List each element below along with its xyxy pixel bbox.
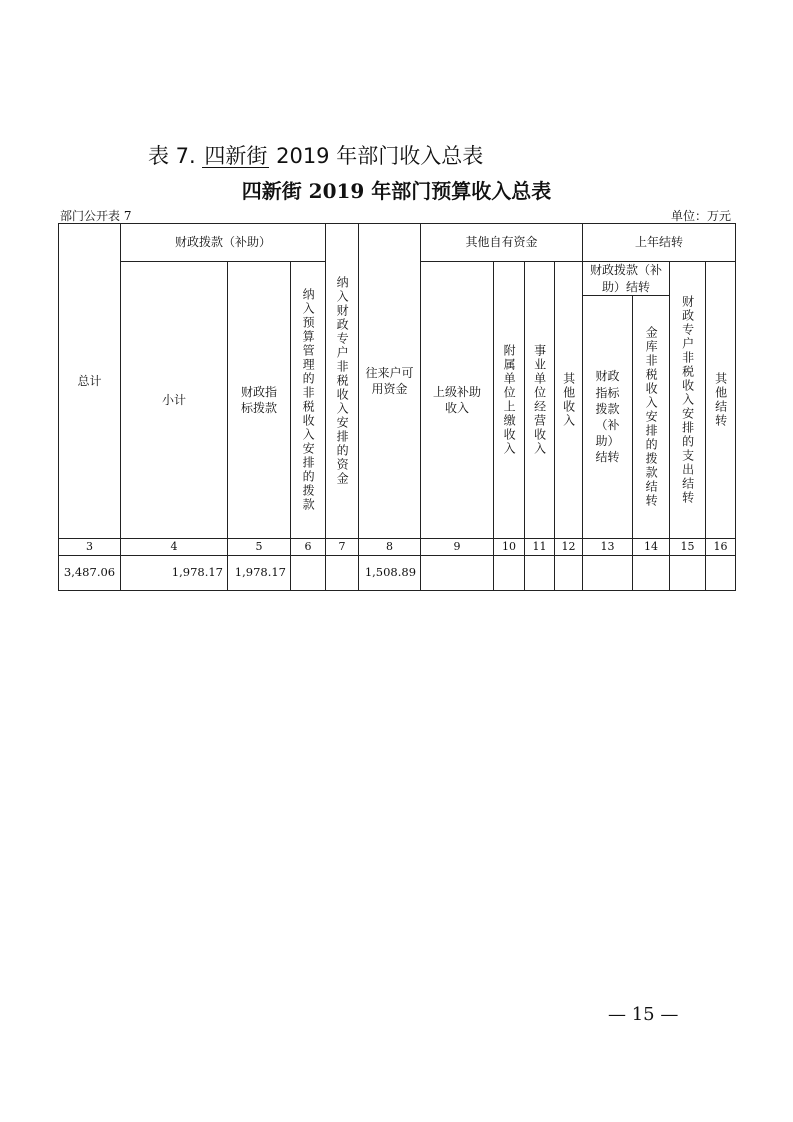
header-special-nontax-carry: 财政专户非税收入安排的支出结转 bbox=[670, 262, 706, 539]
header-nontax-budget: 纳入预算管理的非税收入安排的拨款 bbox=[291, 262, 326, 539]
header-other-carry: 其他结转 bbox=[706, 262, 736, 539]
column-number-row: 3 4 5 6 7 8 9 10 11 12 13 14 15 16 bbox=[59, 539, 736, 556]
header-fiscal-carry-group: 财政拨款（补助）结转 bbox=[583, 262, 670, 296]
header-superior-subsidy: 上级补助收入 bbox=[421, 262, 494, 539]
header-fiscal-indicator: 财政指标拨款 bbox=[228, 262, 291, 539]
document-title: 四新街 2019 年部门预算收入总表 bbox=[241, 179, 552, 203]
cell-total: 3,487.06 bbox=[59, 556, 121, 591]
header-fiscal-indicator-carry: 财政指标拨款（补助）结转 bbox=[583, 296, 633, 539]
header-special-nontax: 纳入财政专户非税收入安排的资金 bbox=[326, 224, 359, 539]
page-heading bbox=[148, 140, 483, 170]
heading-suffix: 2019 年部门收入总表 bbox=[276, 144, 484, 168]
heading-department-name: 四新街 bbox=[204, 144, 268, 168]
header-intercompany: 往来户可用资金 bbox=[359, 224, 421, 539]
cell-subtotal: 1,978.17 bbox=[121, 556, 228, 591]
header-subtotal: 小计 bbox=[121, 262, 228, 539]
header-total: 总计 bbox=[59, 224, 121, 539]
form-label: 部门公开表 7 bbox=[60, 209, 132, 223]
cell-intercompany: 1,508.89 bbox=[359, 556, 421, 591]
header-other-income: 其他收入 bbox=[555, 262, 583, 539]
table-row bbox=[59, 556, 736, 591]
page-number: — 15 — bbox=[608, 1004, 679, 1025]
header-business-income: 事业单位经营收入 bbox=[525, 262, 555, 539]
revenue-summary-table bbox=[58, 223, 736, 591]
header-fiscal-group: 财政拨款（补助） bbox=[121, 224, 326, 262]
header-prior-year-group: 上年结转 bbox=[583, 224, 736, 262]
header-other-own-group: 其他自有资金 bbox=[421, 224, 583, 262]
cell-fiscal-indicator: 1,978.17 bbox=[228, 556, 291, 591]
unit-label: 单位：万元 bbox=[670, 209, 731, 223]
header-treasury-nontax-carry: 金库非税收入安排的拨款结转 bbox=[633, 296, 670, 539]
heading-prefix: 表 7. bbox=[148, 144, 196, 168]
header-affiliate-remit: 附属单位上缴收入 bbox=[494, 262, 525, 539]
